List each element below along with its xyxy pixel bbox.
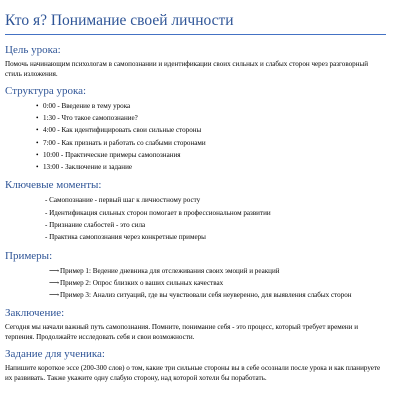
goal-text: Помочь начинающим психологам в самопознании и идентификации своих сильных и слабых сторон через разговорный стиль изложения.: [5, 60, 369, 78]
page-title: Кто я? Понимание своей личности: [5, 11, 386, 35]
structure-list: [5, 100, 386, 173]
structure-item: • 1:30 - Что такое самопознание?: [43, 112, 386, 124]
structure-item: • 4:00 - Как идентифицировать свои сильные стороны: [43, 124, 386, 136]
example-item: [49, 289, 386, 301]
example-item: [49, 265, 386, 277]
example-text: Пример 2: Опрос близких о ваших сильных качествах: [60, 279, 224, 288]
key-point-item: - Признание слабостей - это сила: [45, 221, 146, 230]
structure-heading: Структура урока:: [5, 85, 87, 97]
conclusion-heading: Заключение:: [5, 307, 65, 320]
examples-list: [5, 265, 386, 302]
structure-item: • 0:00 - Введение в тему урока: [43, 100, 386, 112]
structure-item: • 7:00 - Как признать и работать со слабыми сторонами: [43, 137, 386, 149]
structure-item: • 13:00 - Заключение и задание: [43, 161, 386, 173]
arrow-right-icon: ⟶: [49, 279, 60, 288]
key-points-heading: Ключевые моменты:: [5, 179, 102, 192]
arrow-right-icon: ⟶: [49, 291, 60, 300]
examples-heading: Примеры:: [5, 249, 53, 262]
key-points-list: [5, 194, 386, 244]
example-item: [49, 277, 386, 289]
structure-item: • 10:00 - Практические примеры самопознания: [43, 149, 386, 161]
homework-heading: Задание для ученика:: [5, 348, 105, 361]
key-point-item: - Практика самопознания через конкретные примеры: [45, 233, 206, 242]
key-point-item: - Идентификация сильных сторон помогает в профессиональном развитии: [45, 208, 271, 217]
key-point-item: - Самопознание - первый шаг к личностному росту: [45, 196, 201, 205]
example-text: Пример 3: Анализ ситуаций, где вы чувствовали себя неуверенно, для выявления слабых сторон: [60, 291, 352, 300]
arrow-right-icon: ⟶: [49, 266, 60, 275]
example-text: Пример 1: Ведение дневника для отслеживания своих эмоций и реакций: [60, 266, 280, 275]
goal-heading: Цель урока:: [5, 44, 61, 56]
homework-text: Напишите короткое эссе (200-300 слов) о том, какие три сильные стороны вы в себе осознали после урока и как планируете их развивать. Также укажите одну слабую сторону, над которой хотели бы поработать.: [5, 364, 381, 383]
conclusion-text: Сегодня мы начали важный путь самопознания. Помните, понимание себя - это процесс, который требует времени и терпения. Продолжайте исследовать себя и свои возможности.: [5, 323, 359, 342]
